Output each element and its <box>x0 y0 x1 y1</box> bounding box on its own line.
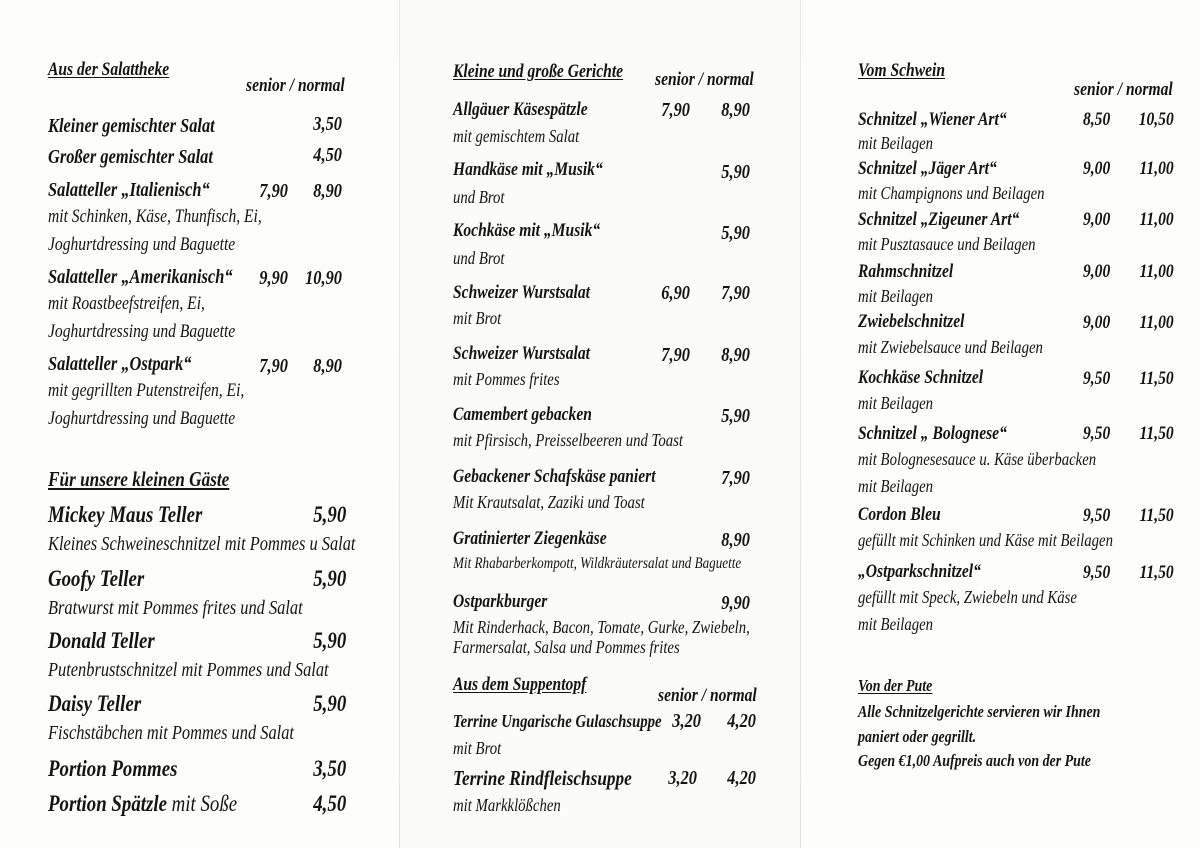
price-normal: 5,90 <box>721 405 750 427</box>
menu-item-description: Joghurtdressing und Baguette <box>48 408 236 429</box>
menu-item-name: Goofy Teller <box>48 566 145 591</box>
menu-item-description: mit Pusztasauce und Beilagen <box>858 234 1036 254</box>
menu-item-description: mit Beilagen <box>858 614 934 634</box>
price-column-header: senior / normal <box>246 75 345 96</box>
price-senior: 9,50 <box>1082 423 1110 444</box>
price-column-header: senior / normal <box>1074 79 1173 100</box>
price-normal: 9,90 <box>721 592 750 614</box>
menu-item-description: mit Beilagen <box>858 393 934 413</box>
menu-item-description: mit Brot <box>453 308 502 328</box>
menu-item-name: Zwiebelschnitzel <box>858 311 965 332</box>
menu-item-name: Gratinierter Ziegenkäse <box>453 528 607 549</box>
price: 4,50 <box>312 791 346 816</box>
menu-item-name: Terrine Rindfleischsuppe <box>453 766 632 790</box>
menu-item-description: Mit Krautsalat, Zaziki und Toast <box>453 492 645 512</box>
menu-item-name: Daisy Teller <box>48 691 142 716</box>
price-senior: 7,90 <box>661 344 690 366</box>
menu-item-name: Kochkäse mit „Musik“ <box>453 220 601 241</box>
menu-item-name: Camembert gebacken <box>453 404 592 425</box>
note-line: Gegen €1,00 Aufpreis auch von der Pute <box>858 751 1091 770</box>
menu-item-description: mit Roastbeefstreifen, Ei, <box>48 293 205 314</box>
price-senior: 9,50 <box>1082 368 1110 389</box>
menu-panel-salads-kids <box>0 0 400 848</box>
menu-item-description: Mit Rinderhack, Bacon, Tomate, Gurke, Zwiebeln, <box>453 617 750 637</box>
price-normal: 8,90 <box>721 529 750 551</box>
price-normal: 5,90 <box>721 222 750 244</box>
price-normal: 11,50 <box>1139 562 1174 583</box>
menu-item-description: Farmersalat, Salsa und Pommes frites <box>453 637 680 657</box>
menu-item-description: mit Pommes frites <box>453 369 560 389</box>
section-heading-kids: Für unsere kleinen Gäste <box>48 467 230 491</box>
price: 3,50 <box>312 756 346 781</box>
price-normal: 11,50 <box>1139 505 1174 526</box>
menu-item-name: Schweizer Wurstsalat <box>453 343 590 364</box>
menu-item-description: mit Zwiebelsauce und Beilagen <box>858 337 1043 357</box>
section-heading-pork: Vom Schwein <box>858 60 946 81</box>
menu-panel-pork <box>800 0 1200 848</box>
note-line: Alle Schnitzelgerichte servieren wir Ihnen <box>858 702 1101 721</box>
menu-item-name: Portion Pommes <box>48 756 178 781</box>
price-normal: 11,50 <box>1139 368 1174 389</box>
price-normal: 4,20 <box>727 767 756 789</box>
menu-item-description: Bratwurst mit Pommes frites und Salat <box>48 597 303 619</box>
section-heading-salad: Aus der Salattheke <box>48 59 170 80</box>
menu-item-description: mit Beilagen <box>858 286 934 306</box>
menu-item-description: Kleines Schweineschnitzel mit Pommes u Salat <box>48 533 356 555</box>
price-normal: 11,50 <box>1139 423 1174 444</box>
menu-item-description: mit gegrillten Putenstreifen, Ei, <box>48 380 245 401</box>
price-normal: 8,90 <box>313 180 342 202</box>
menu-item-description: mit Beilagen <box>858 133 934 153</box>
menu-item-description: mit Markklößchen <box>453 795 561 815</box>
menu-item-description: und Brot <box>453 187 505 207</box>
price-normal: 5,90 <box>721 161 750 183</box>
menu-item-name: Schnitzel „Wiener Art“ <box>858 109 1007 130</box>
menu-item-description: mit Champignons und Beilagen <box>858 183 1045 203</box>
menu-item-description: mit Brot <box>453 738 502 758</box>
menu-item-name: Mickey Maus Teller <box>48 502 203 527</box>
menu-item-name: Terrine Ungarische Gulaschsuppe <box>453 711 662 731</box>
menu-panel-dishes-soups <box>400 0 800 848</box>
price-normal: 11,00 <box>1139 209 1174 230</box>
price-senior: 9,00 <box>1082 158 1110 179</box>
menu-item-name: Salatteller „Ostpark“ <box>48 353 192 375</box>
price-column-header: senior / normal <box>655 69 754 90</box>
price-senior: 7,90 <box>661 99 690 121</box>
price-senior: 3,20 <box>672 710 701 732</box>
price-column-header: senior / normal <box>658 685 757 706</box>
menu-item-name: Rahmschnitzel <box>858 261 954 282</box>
menu-item-name: Salatteller „Amerikanisch“ <box>48 266 233 288</box>
menu-item-name: Donald Teller <box>48 628 155 653</box>
price-senior: 9,00 <box>1082 261 1110 282</box>
menu-item-description: Joghurtdressing und Baguette <box>48 321 236 342</box>
price-senior: 9,50 <box>1082 505 1110 526</box>
price-normal: 10,50 <box>1138 109 1174 130</box>
menu-item-name: Gebackener Schafskäse paniert <box>453 466 656 487</box>
price-normal: 11,00 <box>1139 158 1174 179</box>
price-senior: 9,00 <box>1082 209 1110 230</box>
menu-item-description: mit Schinken, Käse, Thunfisch, Ei, <box>48 206 262 227</box>
menu-item-description: und Brot <box>453 248 505 268</box>
menu-item-description: Mit Rhabarberkompott, Wildkräutersalat und Baguette <box>453 555 742 572</box>
price-normal: 11,00 <box>1139 261 1174 282</box>
menu-item-description: mit Pfirsisch, Preisselbeeren und Toast <box>453 430 684 450</box>
note-line: paniert oder gegrillt. <box>858 727 977 746</box>
menu-item-name: Handkäse mit „Musik“ <box>453 159 603 180</box>
menu-item-name: Cordon Bleu <box>858 504 941 525</box>
price-normal: 10,90 <box>305 267 342 289</box>
price: 5,90 <box>312 691 346 716</box>
menu-item-description: mit gemischtem Salat <box>453 126 580 146</box>
price-normal: 8,90 <box>721 344 750 366</box>
menu-item-name: Allgäuer Käsespätzle <box>453 99 588 120</box>
price: 5,90 <box>312 628 346 653</box>
menu-item-name: Kochkäse Schnitzel <box>858 367 984 388</box>
section-heading-soups: Aus dem Suppentopf <box>453 674 587 695</box>
price-senior: 3,20 <box>668 767 697 789</box>
price-senior: 9,00 <box>1082 312 1110 333</box>
section-heading-dishes: Kleine und große Gerichte <box>453 61 624 82</box>
menu-item-name: Schnitzel „ Bolognese“ <box>858 423 1007 444</box>
menu-item-name: Ostparkburger <box>453 591 548 612</box>
menu-item-name: Portion Spätzle mit Soße <box>48 791 238 816</box>
price-senior: 9,50 <box>1082 562 1110 583</box>
section-heading-turkey: Von der Pute <box>858 676 933 695</box>
price-normal: 7,90 <box>721 282 750 304</box>
menu-item-description: Joghurtdressing und Baguette <box>48 234 236 255</box>
price-normal: 4,50 <box>313 144 342 166</box>
price-normal: 11,00 <box>1139 312 1174 333</box>
price-senior: 6,90 <box>661 282 690 304</box>
menu-item-name: „Ostparkschnitzel“ <box>858 561 981 582</box>
menu-item-name: Kleiner gemischter Salat <box>48 115 215 137</box>
price-senior: 7,90 <box>259 180 288 202</box>
menu-item-name: Schnitzel „Zigeuner Art“ <box>858 209 1020 230</box>
menu-item-description: Fischstäbchen mit Pommes und Salat <box>48 722 294 744</box>
price-normal: 7,90 <box>721 467 750 489</box>
menu-item-description: mit Beilagen <box>858 476 934 496</box>
menu-item-name: Schnitzel „Jäger Art“ <box>858 158 997 179</box>
price-normal: 3,50 <box>313 113 342 135</box>
menu-item-name-suffix: mit Soße <box>166 791 238 816</box>
menu-item-name: Großer gemischter Salat <box>48 146 213 168</box>
price-senior: 8,50 <box>1082 109 1110 130</box>
price-senior: 9,90 <box>259 267 288 289</box>
menu-item-description: Putenbrustschnitzel mit Pommes und Salat <box>48 659 329 681</box>
price: 5,90 <box>312 566 346 591</box>
menu-item-description: mit Bolognesesauce u. Käse überbacken <box>858 449 1097 469</box>
menu-item-description: gefüllt mit Speck, Zwiebeln und Käse <box>858 587 1077 607</box>
price: 5,90 <box>312 502 346 527</box>
price-normal: 4,20 <box>727 710 756 732</box>
price-senior: 7,90 <box>259 355 288 377</box>
price-normal: 8,90 <box>313 355 342 377</box>
menu-item-name: Salatteller „Italienisch“ <box>48 179 210 201</box>
price-normal: 8,90 <box>721 99 750 121</box>
menu-item-name: Schweizer Wurstsalat <box>453 282 590 303</box>
menu-item-description: gefüllt mit Schinken und Käse mit Beilagen <box>858 530 1113 550</box>
